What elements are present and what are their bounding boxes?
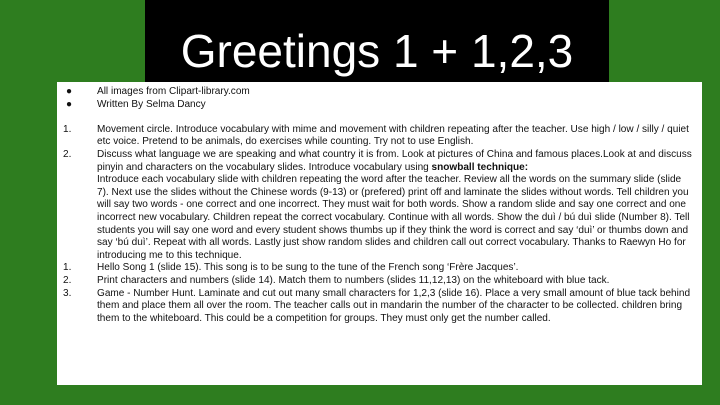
list-text: Discuss what language we are speaking and what country it is from. Look at pictures of China and famous places.Look at and discuss pinyin and characters on the vocabulary slides. Introduce vocabulary using [97,148,692,173]
list-text: Game - Number Hunt. Laminate and cut out many small characters for 1,2,3 (slide 16). Place a very small amount of blue tack behind them and place them all over the room. The teacher calls out in mandarin the number of the character to be collected. children bring them to the whiteboard. This could be a competition for groups. They must only get the number called. [97,287,691,324]
bullet-marker: ● [66,86,73,97]
bullet-text: All images from Clipart-library.com [97,86,250,97]
bullet-item [63,99,694,112]
list-number: 2. [63,148,72,160]
list-number: 3. [63,287,72,299]
list-item [63,124,694,149]
list-number: 1. [63,262,72,274]
list-item [63,288,694,326]
list-item [63,262,694,275]
notes-panel [57,82,702,385]
list-text-continued: Introduce each vocabulary slide with children repeating the word after the teacher. Review all the words on the summary slide (slide 7). Next use the slides without the Chinese words (9-13) or (prefered) print off and laminate the slides without words. Tell children you will say two words - one correct and one incorrect. They must wait for both words. Show a random slide and say one correct and one incorrect new vocabulary. Children repeat the correct vocabulary. Continue with all words. Show the duì / bú duì slide (Number 8). Tell students you will say one word and every student shows thumbs up if they think the word is correct and say ‘duì’ or thumbs down and say ‘bú duì’. Repeat with all words. Lastly just show random slides and children call out correct vocabulary. Thanks to Raewyn Ho for introducing me to this technique. [97,174,690,261]
bullet-item [63,86,694,99]
spacer [63,111,694,124]
list-item [63,275,694,288]
bullet-marker: ● [66,98,73,110]
list-text: Hello Song 1 (slide 15). This song is to be sung to the tune of the French song ‘Frère Jacques’. [97,262,519,274]
bullet-text: Written By Selma Dancy [97,98,206,110]
list-text: Movement circle. Introduce vocabulary with mime and movement with children repeating after the teacher. Use high / low / silly / quiet etc voice. Pretend to be animals, do exercises while counting. Try not to use English. [97,123,689,148]
slide-title: Greetings 1 + 1,2,3 [180,25,574,77]
snowball-technique-label: snowball technique: [431,161,529,173]
list-item [63,149,694,262]
list-text: Print characters and numbers (slide 14). Match them to numbers (slides 11,12,13) on the whiteboard with blue tack. [97,274,610,286]
title-band [145,0,609,82]
list-number: 2. [63,274,72,286]
list-number: 1. [63,123,72,135]
